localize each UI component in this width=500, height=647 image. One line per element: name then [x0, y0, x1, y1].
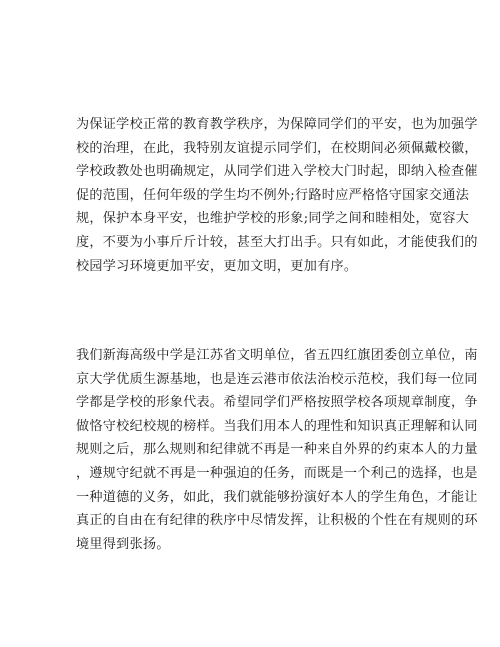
text-line: 度，不要为小事斤斤计较，甚至大打出手。只有如此，才能使我们的 — [76, 234, 478, 250]
text-line: 校的治理，在此，我特别友谊提示同学们，在校期间必须佩戴校徽， — [76, 140, 478, 156]
text-line: 规则之后，那么规则和纪律就不再是一种来自外界的约束本人的力量 — [76, 442, 478, 458]
text-line: 学都是学校的形象代表。希望同学们严格按照学校各项规章制度，争 — [76, 395, 478, 411]
text-line: 一种道德的义务，如此，我们就能够扮演好本人的学生角色，才能让 — [76, 489, 478, 505]
text-line: 做恪守校纪校规的榜样。当我们用本人的理性和知识真正理解和认同 — [76, 418, 478, 434]
text-line: 真正的自由在有纪律的秩序中尽情发挥，让积极的个性在有规则的环 — [76, 513, 478, 529]
text-line: 为保证学校正常的教育教学秩序，为保障同学们的平安，也为加强学 — [76, 117, 478, 132]
text-line: 我们新海高级中学是江苏省文明单位，省五四红旗团委创立单位，南 — [76, 348, 478, 363]
text-line: 境里得到张扬。 — [76, 536, 170, 552]
text-line: 规，保护本身平安，也维护学校的形象;同学之间和睦相处，宽容大 — [76, 211, 470, 227]
text-line: 京大学优质生源基地，也是连云港市依法治校示范校，我们每一位同 — [76, 371, 478, 387]
text-line: 校园学习环境更加平安，更加文明，更加有序。 — [76, 258, 358, 274]
text-line: ，遵规守纪就不再是一种强迫的任务，而既是一个利己的选择，也是 — [76, 465, 478, 481]
paragraph-school-safety — [76, 113, 478, 278]
paragraph-school-discipline — [76, 344, 478, 556]
text-line: 促的范围，任何年级的学生均不例外;行路时应严格恪守国家交通法 — [76, 187, 470, 203]
text-line: 学校政教处也明确规定，从同学们进入学校大门时起，即纳入检查催 — [76, 164, 478, 180]
